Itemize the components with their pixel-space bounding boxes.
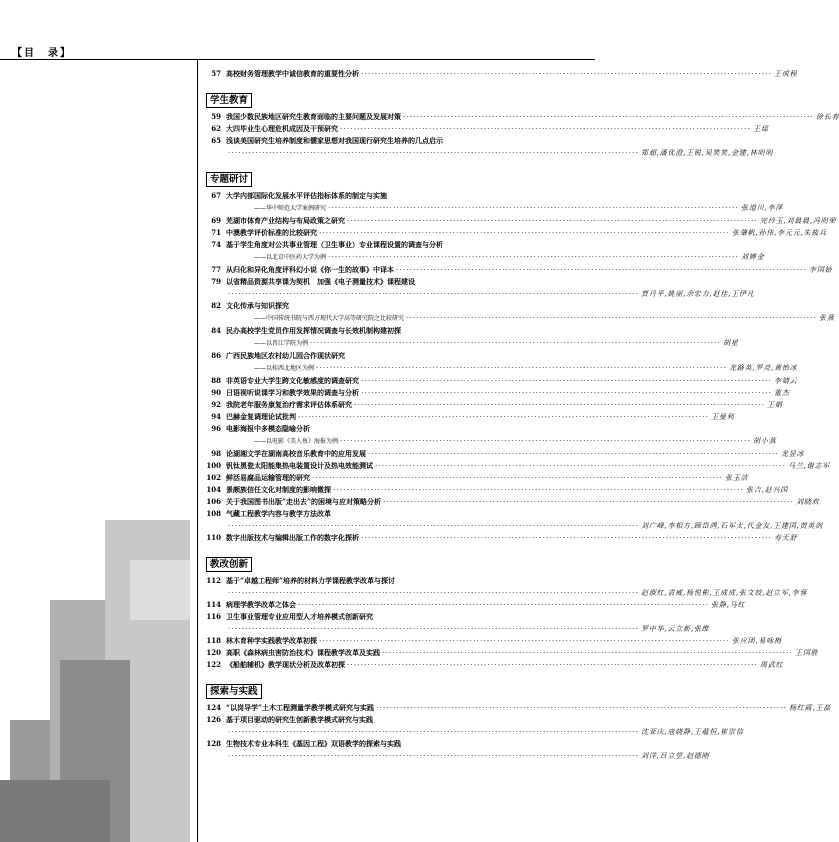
dot-leader: ························································································································ <box>382 649 794 657</box>
entry-title: 我国少数民族地区研究生教育面临的主要问题及发展对策 <box>226 112 401 121</box>
toc-entry <box>204 635 782 647</box>
toc-entry-line <box>204 738 558 750</box>
page-number: 102 <box>206 473 221 482</box>
section-title: 专题研讨 <box>206 172 252 187</box>
entry-title: 鲜活易腐品运输管理的研究 <box>226 473 310 482</box>
page-number: 74 <box>211 240 221 249</box>
entry-title: 病理学教学改革之体会 <box>226 600 296 609</box>
toc-entry-line <box>204 215 837 227</box>
entry-author: 董杰 <box>774 389 790 397</box>
entry-author: 王国胜 <box>795 649 819 657</box>
entry-author: 沈亚庆,寇晓静,王蕴恒,崔崇信 <box>641 728 744 736</box>
entry-author: 张道川,李萍 <box>741 204 784 212</box>
page-number: 100 <box>206 461 221 470</box>
toc-entry-line <box>204 227 827 239</box>
toc-entry <box>204 399 783 411</box>
entry-title: 广西民族地区农村幼儿园合作现状研究 <box>226 351 345 360</box>
entry-subtitle: ——中国传统书院与西方现代大学高等研究院之比较研究 <box>254 315 405 322</box>
entry-title: 关于我国图书出版“走出去”的困境与应对策略分析 <box>226 497 382 506</box>
entry-author: 张吉,赵兴国 <box>746 486 789 494</box>
toc-entry <box>204 375 798 387</box>
entry-title: 浅谈美国研究生培养制度和儒家思想对我国现行研究生培养的几点启示 <box>226 136 443 145</box>
entry-subtitle: ——以桂西北地区为例 <box>254 365 315 372</box>
toc-entry-line <box>204 411 735 423</box>
toc-entry-line <box>204 288 755 300</box>
toc-entry-line <box>204 508 558 520</box>
page-number: 67 <box>211 191 221 200</box>
dot-leader: ························································································································ <box>312 474 724 482</box>
toc-entry <box>204 215 837 227</box>
toc-entry-line <box>204 300 558 312</box>
toc-entry <box>204 460 831 472</box>
entry-title: 卫生事业管理专业应用型人才培养模式创新研究 <box>226 612 373 621</box>
entry-title: 电影海报中多模态隐喻分析 <box>226 424 310 433</box>
toc-entry-line <box>204 659 784 671</box>
toc-entry-line <box>204 312 835 325</box>
toc-entry <box>204 325 739 350</box>
toc-entry-line <box>204 350 558 362</box>
page-number: 57 <box>211 69 221 78</box>
page-number: 116 <box>206 612 221 621</box>
dot-leader: ························································································································ <box>228 589 640 597</box>
toc-section <box>204 552 819 671</box>
entry-title: 《船舶辅机》教学现状分析及改革初探 <box>226 660 345 669</box>
dot-leader: ························································································································ <box>316 364 728 372</box>
section-title: 探索与实践 <box>206 684 262 699</box>
entry-author: 周武红 <box>760 661 784 669</box>
toc-entry <box>204 714 744 738</box>
toc-entry-line <box>204 460 831 472</box>
toc-entry-line <box>204 611 558 623</box>
section-title: 学生教育 <box>206 93 252 108</box>
toc-entry <box>204 448 805 460</box>
dot-leader: ························································································································ <box>361 377 773 385</box>
page-number: 62 <box>211 124 221 133</box>
page-number: 84 <box>211 326 221 335</box>
toc-entry-line <box>204 399 783 411</box>
page-number: 88 <box>211 376 221 385</box>
entry-author: 张燕 <box>819 314 835 322</box>
page-number: 90 <box>211 388 221 397</box>
entry-title: 钒钛黑瓷太阳能集热电装置设计及热电效能测试 <box>226 461 373 470</box>
toc-entry-line <box>204 264 833 276</box>
toc-entry-line <box>204 251 765 264</box>
entry-author: 寿天舒 <box>774 534 798 542</box>
page-number: 82 <box>211 301 221 310</box>
dot-leader: ························································································································ <box>354 401 766 409</box>
toc-entry-line <box>204 532 798 544</box>
page-number: 92 <box>211 400 221 409</box>
toc-entry-line <box>204 202 784 215</box>
toc-entry-line <box>204 68 798 80</box>
dot-leader: ························································································································ <box>328 204 740 212</box>
toc-entry-line <box>204 714 558 726</box>
toc-entry-line <box>204 496 820 508</box>
toc-entry <box>204 111 839 123</box>
entry-author: 徐长春 <box>816 113 839 121</box>
entry-author: 郑超,潘优澄,王锐,吴笑笑,金建,林明明 <box>641 149 774 157</box>
dot-leader: ························································································································ <box>368 450 780 458</box>
section-title: 教改创新 <box>206 557 252 572</box>
toc-entry <box>204 484 789 496</box>
toc-entry-line <box>204 123 769 135</box>
toc-entry-line <box>204 647 819 659</box>
dot-leader: ························································································································ <box>298 413 710 421</box>
page-number: 65 <box>211 136 221 145</box>
entry-title: 数字出版技术与编辑出版工作的数字化探析 <box>226 533 359 542</box>
toc-entry <box>204 264 833 276</box>
toc-entry-line <box>204 337 739 350</box>
entry-author: 罗中华,云立新,张维 <box>641 625 710 633</box>
toc-entry <box>204 575 808 599</box>
entry-title: 日语视听说课学习和教学效果的调查与分析 <box>226 388 359 397</box>
toc-entry <box>204 276 755 300</box>
entry-title: “以岗导学”土木工程测量学教学模式研究与实践 <box>226 703 375 712</box>
toc-entry-line <box>204 325 558 337</box>
entry-title: 文化传承与知识探究 <box>226 301 289 310</box>
toc-entry-line <box>204 726 744 738</box>
entry-title: 气藏工程教学内容与教学方法改革 <box>226 509 331 518</box>
page-number: 94 <box>211 412 221 421</box>
toc-entry <box>204 599 746 611</box>
entry-title: 论湖湘文学在湖南高校音乐教育中的应用发展 <box>226 449 366 458</box>
dot-leader: ························································································································ <box>375 462 787 470</box>
toc-entry <box>204 350 798 375</box>
toc-entry <box>204 135 774 159</box>
header-tab <box>0 44 120 58</box>
toc-entry <box>204 702 832 714</box>
toc-entry-line <box>204 575 558 587</box>
toc-entry-line <box>204 435 777 448</box>
toc-entry-line <box>204 520 823 532</box>
toc-entry <box>204 411 735 423</box>
dot-leader: ························································································································ <box>228 522 640 530</box>
toc-entry-line <box>204 484 789 496</box>
dot-leader: ························································································································ <box>298 601 710 609</box>
toc-entry-line <box>204 635 782 647</box>
page-number: 69 <box>211 216 221 225</box>
dot-leader: ························································································································ <box>406 314 818 322</box>
toc-entry-line <box>204 375 798 387</box>
dot-leader: ························································································································ <box>347 217 759 225</box>
entry-title: 民办高校学生党员作用发挥情况调查与长效机制构建初探 <box>226 326 401 335</box>
dot-leader: ························································································································ <box>361 70 773 78</box>
page-number: 71 <box>211 228 221 237</box>
entry-author: 贾丹平,姚丽,余宏力,赵佳,王伊凡 <box>641 290 755 298</box>
entry-author: 龙显冰 <box>781 450 805 458</box>
dot-leader: ························································································································ <box>333 486 745 494</box>
entry-title: 高职《森林病虫害防治技术》课程教学改革及实践 <box>226 648 380 657</box>
dot-leader: ························································································································ <box>228 625 640 633</box>
toc-entry <box>204 423 777 448</box>
dot-leader: ························································································································ <box>310 339 722 347</box>
toc-entry-line <box>204 387 790 399</box>
dot-leader: ························································································································ <box>361 389 773 397</box>
entry-author: 张肇帆,孙伟,李元元,朱筱兵 <box>732 229 827 237</box>
margin-rule <box>197 60 198 842</box>
entry-author: 王成程 <box>774 70 798 78</box>
entry-title: 基于学生角度对公共事业管理（卫生事业）专业课程设置的调查与分析 <box>226 240 443 249</box>
entry-author: 张静,马红 <box>711 601 746 609</box>
entry-author: 王娟 <box>767 401 783 409</box>
toc-entry-line <box>204 472 749 484</box>
page-number: 104 <box>206 485 221 494</box>
entry-author: 李国娇 <box>809 266 833 274</box>
dot-leader: ························································································································ <box>383 498 795 506</box>
page-number: 96 <box>211 424 221 433</box>
entry-title: 以省精品资源共享课为契机 加强《电子测量技术》课程建设 <box>226 277 415 286</box>
entry-author: 刘晓欢 <box>796 498 820 506</box>
entry-author: 赵淑红,袁威,杨悦彬,王成成,张文姣,赵立军,李蓉 <box>641 589 808 597</box>
dot-leader: ························································································································ <box>376 704 788 712</box>
toc-entry <box>204 68 798 80</box>
toc-entry <box>204 738 710 762</box>
entry-subtitle: ——以北京中医药大学为例 <box>254 254 327 261</box>
dot-leader: ························································································································ <box>403 113 815 121</box>
toc-entry <box>204 496 820 508</box>
entry-author: 张应团,易咏梅 <box>732 637 782 645</box>
toc-entry-line <box>204 190 558 202</box>
entry-title: 我院老年服务康复治疗需求评估体系研究 <box>226 400 352 409</box>
entry-subtitle: ——以电影《美人鱼》海报为例 <box>254 438 339 445</box>
entry-title: 芜湖市体育产业结构与布局政策之研究 <box>226 216 345 225</box>
entry-author: 完玲玉,刘晨晨,冯明荣 <box>760 217 837 225</box>
toc-entry <box>204 300 835 325</box>
toc-entry-line <box>204 599 746 611</box>
entry-subtitle: ——以晋江学院为例 <box>254 340 309 347</box>
toc-entry-line <box>204 111 839 123</box>
toc-entry <box>204 508 823 532</box>
dot-leader: ························································································································ <box>347 661 759 669</box>
entry-title: 巴赫金复调理论试批判 <box>226 412 296 421</box>
page-number: 128 <box>206 739 221 748</box>
page-number: 126 <box>206 715 221 724</box>
dot-leader: ························································································································ <box>228 728 640 736</box>
toc-section <box>204 88 839 159</box>
table-of-contents <box>204 60 839 762</box>
dot-leader: ························································································································ <box>319 637 731 645</box>
toc-entry-line <box>204 147 774 159</box>
toc-entry-line <box>204 623 710 635</box>
toc-entry-line <box>204 750 710 762</box>
dot-leader: ························································································································ <box>228 290 640 298</box>
entry-title: 基于项目驱动的研究生创新教学模式研究与实践 <box>226 715 373 724</box>
entry-title: 生物技术专业本科生《基因工程》双语教学的探索与实践 <box>226 739 401 748</box>
toc-entry <box>204 647 819 659</box>
toc-entry <box>204 123 769 135</box>
toc-entry-line <box>204 448 805 460</box>
toc-section <box>204 679 832 762</box>
page-number: 59 <box>211 112 221 121</box>
decorative-blocks <box>0 520 190 842</box>
entry-author: 刘婵金 <box>741 253 765 261</box>
toc-entry <box>204 239 765 264</box>
entry-author: 胡小燕 <box>753 437 777 445</box>
page-number: 108 <box>206 509 221 518</box>
entry-title: 高校财务管理教学中诚信教育的重要性分析 <box>226 69 359 78</box>
toc-entry <box>204 532 798 544</box>
page-number: 98 <box>211 449 221 458</box>
entry-author: 李婧云 <box>774 377 798 385</box>
entry-author: 王瑶 <box>753 125 769 133</box>
entry-title: 大四毕业生心理危机成因及干预研究 <box>226 124 338 133</box>
dot-leader: ························································································································ <box>228 149 640 157</box>
page-number: 77 <box>211 265 221 274</box>
toc-entry-line <box>204 276 558 288</box>
page-number: 122 <box>206 660 221 669</box>
entry-author: 龙路英,罗亮,黄怡冰 <box>729 364 798 372</box>
entry-title: 从归化和异化角度评科幻小说《你一生的故事》中译本 <box>226 265 394 274</box>
dot-leader: ························································································································ <box>228 752 640 760</box>
toc-entry-line <box>204 702 832 714</box>
entry-author: 胡星 <box>723 339 739 347</box>
page-number: 120 <box>206 648 221 657</box>
dot-leader: ························································································································ <box>340 437 752 445</box>
page-number: 118 <box>206 636 221 645</box>
entry-title: 非英语专业大学生跨文化敏感度的调查研究 <box>226 376 359 385</box>
page-number: 114 <box>206 600 221 609</box>
toc-entry <box>204 659 784 671</box>
entry-author: 王曼利 <box>711 413 735 421</box>
entry-author: 杨红霞,王磊 <box>789 704 832 712</box>
toc-entry <box>204 190 784 215</box>
toc-entry-line <box>204 587 808 599</box>
entry-author: 刘广峰,李相方,顾岱鸿,石军太,代金友,王建国,贾英剑 <box>641 522 823 530</box>
header-label: 【目 录】 <box>12 48 72 59</box>
entry-author: 马兰,谢志军 <box>788 462 831 470</box>
page-number: 79 <box>211 277 221 286</box>
entry-title: 林木育种学实践教学改革初探 <box>226 636 317 645</box>
dot-leader: ························································································································ <box>396 266 808 274</box>
page-number: 106 <box>206 497 221 506</box>
toc-entry-line <box>204 135 558 147</box>
toc-section <box>204 167 837 544</box>
dot-leader: ························································································································ <box>328 253 740 261</box>
dot-leader: ························································································································ <box>361 534 773 542</box>
page-number: 112 <box>206 576 221 585</box>
toc-entry <box>204 227 827 239</box>
toc-entry-line <box>204 362 798 375</box>
toc-section <box>204 68 798 80</box>
toc-entry <box>204 387 790 399</box>
entry-title: 中澳教学评价标准的比较研究 <box>226 228 317 237</box>
page-number: 110 <box>206 533 221 542</box>
page-number: 86 <box>211 351 221 360</box>
entry-author: 张玉洁 <box>725 474 749 482</box>
entry-title: 大学内部国际化发展水平评估指标体系的制定与实施 <box>226 191 387 200</box>
entry-subtitle: ——华中师范大学案例研究 <box>254 205 327 212</box>
page-number: 124 <box>206 703 221 712</box>
dot-leader: ························································································································ <box>319 229 731 237</box>
entry-title: 基于“卓越工程师”培养的材料力学课程教学改革与探讨 <box>226 576 396 585</box>
entry-author: 刘洋,吕立堂,赵德刚 <box>641 752 710 760</box>
entry-title: 景颇族信任文化对制度的影响微探 <box>226 485 331 494</box>
toc-entry-line <box>204 239 558 251</box>
toc-entry <box>204 472 749 484</box>
toc-entry-line <box>204 423 558 435</box>
dot-leader: ························································································································ <box>340 125 752 133</box>
toc-entry <box>204 611 710 635</box>
